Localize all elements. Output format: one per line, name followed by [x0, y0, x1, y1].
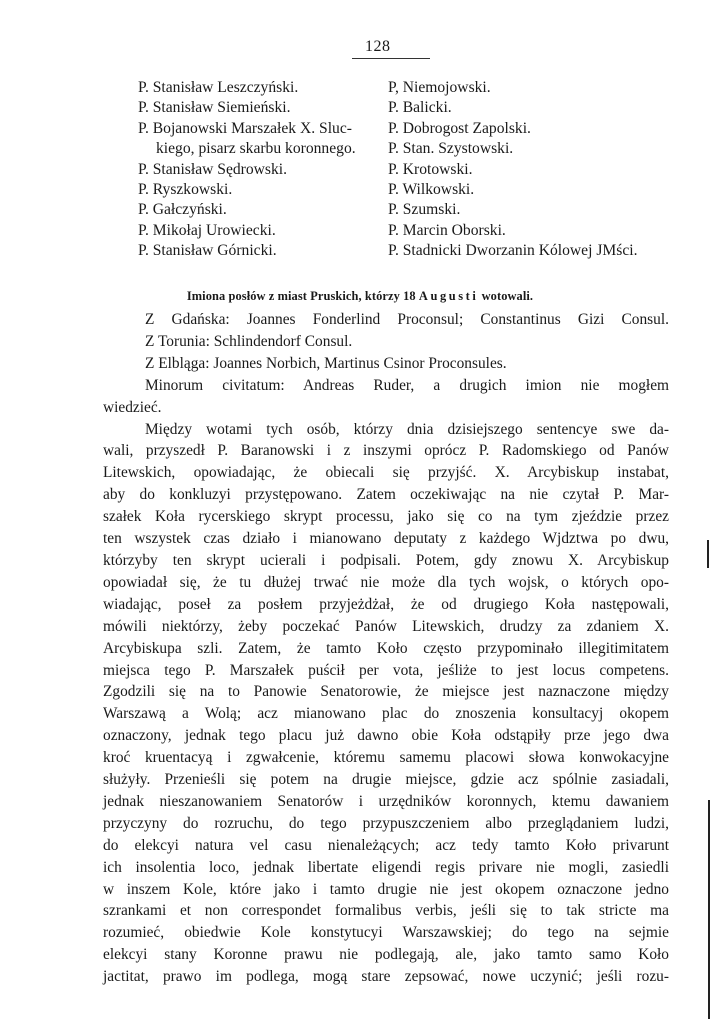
envoy-entry: P. Wilkowski. — [388, 181, 475, 199]
body-line: do elekcyi natura vel casu nienależących; acz tedy tamto Koło privarunt — [103, 836, 669, 854]
page-number: 128 — [365, 38, 391, 55]
body-line: przyczyny do rozruchu, do tego przypuszczeniem albo przeglądaniem ludzi, — [103, 814, 669, 832]
body-line: rozumieć, obiedwie Kole konstytucyi Warszawskiej; do tego na sejmie — [103, 924, 669, 942]
body-line: ich insolentia loco, jednak libertate eligendi regis privare nie mogli, zasiedli — [103, 858, 669, 876]
body-line: w inszem Kole, które jako i tamto drugie nie jest okopem oznaczone jedno — [103, 880, 669, 898]
body-line: jactitat, prawo im podlega, mogą stare zepsować, nowe uczynić; jeśli rozu- — [103, 968, 669, 986]
body-line: mówili niektórzy, żeby poczekać Panów Litewskich, drudzy za zdaniem X. — [103, 617, 669, 635]
envoy-entry: P. Dobrogost Zapolski. — [388, 119, 531, 137]
body-line: oznaczony, jednak tego placu już dawno obie Koła odstąpiły prze jego dwa — [103, 727, 669, 745]
body-text — [103, 309, 669, 988]
envoy-entry: P. Stanisław Siemieński. — [138, 99, 291, 117]
envoy-entry: P. Ryszkowski. — [138, 181, 233, 199]
body-line: szałek Koła rycerskiego skrypt processu, jako się co na tym zjeździe przez — [103, 508, 669, 526]
envoy-entry: P. Stan. Szystowski. — [388, 140, 514, 158]
body-line: Z Torunia: Schlindendorf Consul. — [145, 332, 353, 350]
body-line: Zgodzili się na to Panowie Senatorowie, że miejsce jest naznaczone między — [103, 683, 669, 701]
body-line: Litewskich, opowiadając, że obiecali się przyjść. X. Arcybiskup instabat, — [103, 464, 669, 482]
book-spine-edge — [707, 540, 709, 568]
body-line: opowiadał się, że tu dłużej trwać nie może dla tych wojsk, o których opo- — [103, 573, 669, 591]
envoy-entry: P. Balicki. — [388, 99, 452, 117]
body-line: Warszawą a Wolą; acz mianowano plac do znoszenia konsultacyj okopem — [103, 705, 669, 723]
envoys-left-column — [138, 78, 388, 262]
body-line: ten wszystek czas działo i mianowano deputaty z każdego Wjdztwa po dwu, — [103, 530, 669, 548]
envoy-entry: P. Szumski. — [388, 201, 461, 219]
body-line: Z Elbląga: Joannes Norbich, Martinus Csinor Proconsules. — [145, 354, 507, 372]
body-line: Z Gdańska: Joannes Fonderlind Proconsul; Constantinus Gizi Consul. — [145, 311, 669, 328]
body-line: służyły. Przenieśli się potem na drugie miejsce, gdzie acz spólnie zasiadali, — [103, 771, 669, 789]
book-spine-edge — [708, 800, 710, 1019]
envoy-entry: P. Stanisław Leszczyński. — [138, 79, 299, 96]
body-line: elekcyi stany Koronne prawu nie podlegają, ale, jako tamto samo Koło — [103, 946, 669, 964]
envoy-entry: P. Stanisław Górnicki. — [138, 242, 277, 260]
body-line: wiadając, poseł za posłem przyjeżdżał, że od drugiego Koła następowali, — [103, 595, 669, 613]
section-heading — [0, 289, 720, 304]
page-number-rule — [352, 58, 430, 59]
envoy-entry: P. Bojanowski Marszałek X. Sluc- — [138, 119, 352, 137]
section-heading-text: Imiona posłów z miast Pruskich, którzy 18 — [186, 289, 419, 303]
body-line: Arcybiskupa szli. Zatem, że tamto Koło często przypominało illegitimitatem — [103, 639, 669, 657]
envoy-entry: P, Niemojowski. — [388, 79, 491, 96]
envoys-right-column — [388, 78, 688, 262]
body-line: miejsca tego P. Marszałek puścił per vota, jeśliże to jest locus competens. — [103, 661, 669, 679]
body-line: którzyby ten skrypt ucierali i podpisali. Potem, gdy znowu X. Arcybiskup — [103, 551, 669, 569]
body-line: wali, przyszedł P. Baranowski i z inszymi oprócz P. Radomskiego od Panów — [103, 442, 669, 460]
envoy-entry: P. Stanisław Sędrowski. — [138, 160, 288, 178]
body-line: Między wotami tych osób, którzy dnia dzisiejszego sentencye swe da- — [145, 420, 669, 438]
body-line: wiedzieć. — [103, 398, 162, 416]
body-line: kroć kruentacyą i zgwałcenie, któremu samemu placowi słowa konwokacyjne — [103, 749, 669, 767]
envoy-entry: kiego, pisarz skarbu koronnego. — [156, 140, 356, 158]
envoy-entry: P. Stadnicki Dworzanin Kólowej JMści. — [388, 242, 638, 260]
body-line: aby do konkluzyi przystępowano. Zatem oczekiwając na nie czytał P. Mar- — [103, 486, 669, 504]
section-heading-end: wotowali. — [478, 289, 534, 303]
envoy-entry: P. Marcin Oborski. — [388, 221, 506, 239]
body-line: jednak nieszanowaniem Senatorów i urzędników koronnych, ktemu dawaniem — [103, 792, 669, 810]
envoy-entry: P. Krotowski. — [388, 160, 473, 178]
section-heading-spaced: Augusti — [418, 289, 479, 303]
envoy-entry: P. Mikołaj Urowiecki. — [138, 221, 276, 239]
body-line: Minorum civitatum: Andreas Ruder, a drugich imion nie mogłem — [145, 376, 669, 394]
envoy-entry: P. Gałczyński. — [138, 201, 227, 219]
body-line: szrankami et non correspondet formalibus verbis, jeśli się to tak stricte ma — [103, 902, 669, 920]
